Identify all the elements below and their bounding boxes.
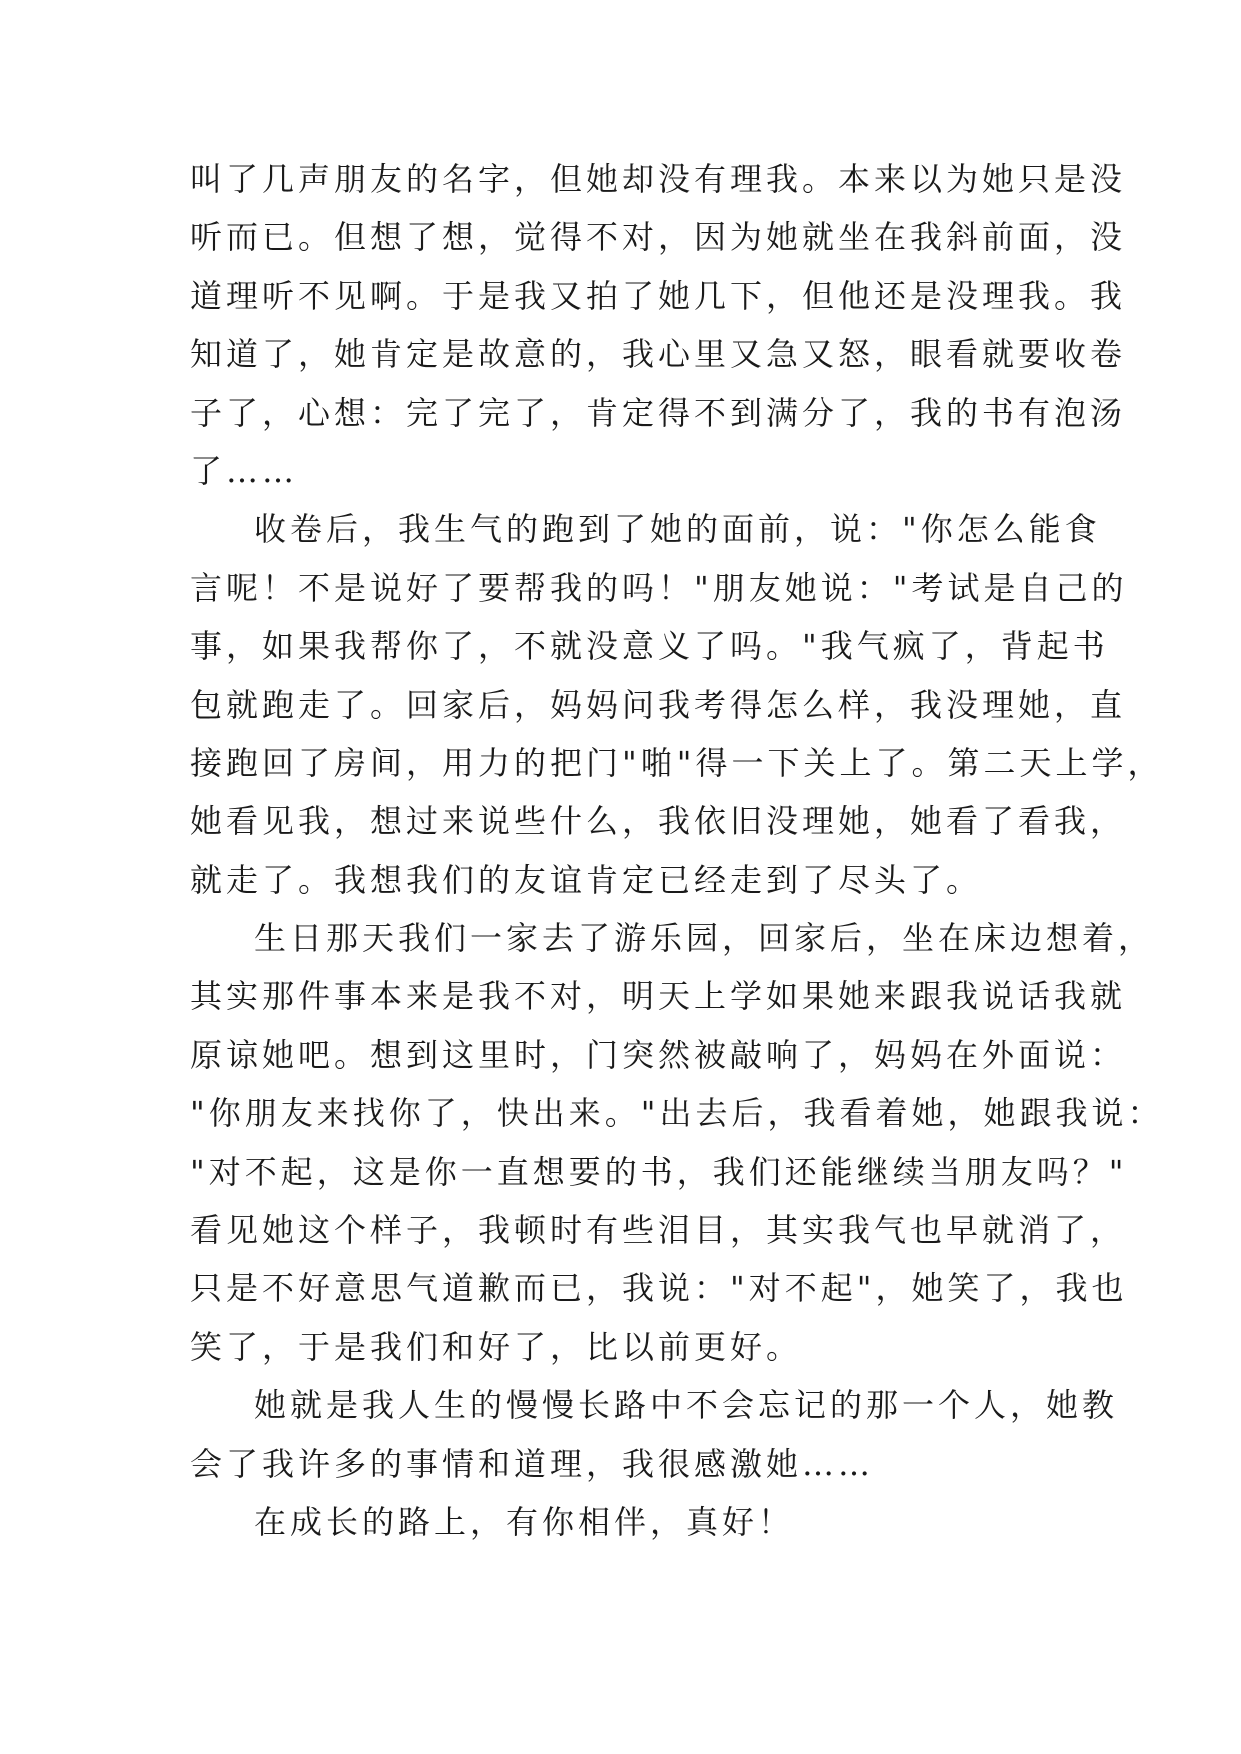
text-line: 包就跑走了。回家后，妈妈问我考得怎么样，我没理她，直 (190, 685, 1127, 724)
closing-line: 在成长的路上，有你相伴，真好！ (254, 1502, 795, 1541)
text-line: 只是不好意思气道歉而已，我说："对不起"，她笑了，我也 (190, 1269, 1128, 1308)
text-line: 道理听不见啊。于是我又拍了她几下，但他还是没理我。我 (190, 276, 1127, 315)
text-line: 笑了，于是我们和好了，比以前更好。 (190, 1327, 803, 1366)
text-line: 原谅她吧。想到这里时，门突然被敲响了，妈妈在外面说： (190, 1035, 1127, 1074)
text-line: 叫了几声朋友的名字，但她却没有理我。本来以为她只是没 (190, 160, 1127, 198)
text-line: 就走了。我想我们的友谊肯定已经走到了尽头了。 (190, 860, 983, 899)
text-line: 子了，心想：完了完了，肯定得不到满分了，我的书有泡汤 (190, 393, 1127, 432)
text-line: "对不起，这是你一直想要的书，我们还能继续当朋友吗？" (190, 1152, 1128, 1191)
text-line: "你朋友来找你了，快出来。"出去后，我看着她，她跟我说： (190, 1094, 1164, 1133)
text-line: 听而已。但想了想，觉得不对，因为她就坐在我斜前面，没 (190, 218, 1127, 257)
text-line: 其实那件事本来是我不对，明天上学如果她来跟我说话我就 (190, 977, 1127, 1016)
text-line: 言呢！不是说好了要帮我的吗！"朋友她说："考试是自己的 (190, 568, 1128, 607)
text-line: 事，如果我帮你了，不就没意义了吗。"我气疯了，背起书 (190, 627, 1109, 666)
text-line: 她看见我，想过来说些什么，我依旧没理她，她看了看我， (190, 802, 1127, 841)
text-line: 会了我许多的事情和道理，我很感激她…… (190, 1444, 875, 1483)
paragraph-start-line: 她就是我人生的慢慢长路中不会忘记的那一个人，她教 (254, 1386, 1119, 1425)
paragraph-start-line: 生日那天我们一家去了游乐园，回家后，坐在床边想着， (254, 919, 1155, 958)
text-line: 了…… (190, 451, 299, 490)
text-line: 知道了，她肯定是故意的，我心里又急又怒，眼看就要收卷 (190, 335, 1127, 374)
paragraph-start-line: 收卷后，我生气的跑到了她的面前，说："你怎么能食 (254, 510, 1101, 549)
text-line: 接跑回了房间，用力的把门"啪"得一下关上了。第二天上学， (190, 743, 1164, 782)
document-body (190, 150, 1164, 1551)
text-line: 看见她这个样子，我顿时有些泪目，其实我气也早就消了， (190, 1211, 1127, 1250)
